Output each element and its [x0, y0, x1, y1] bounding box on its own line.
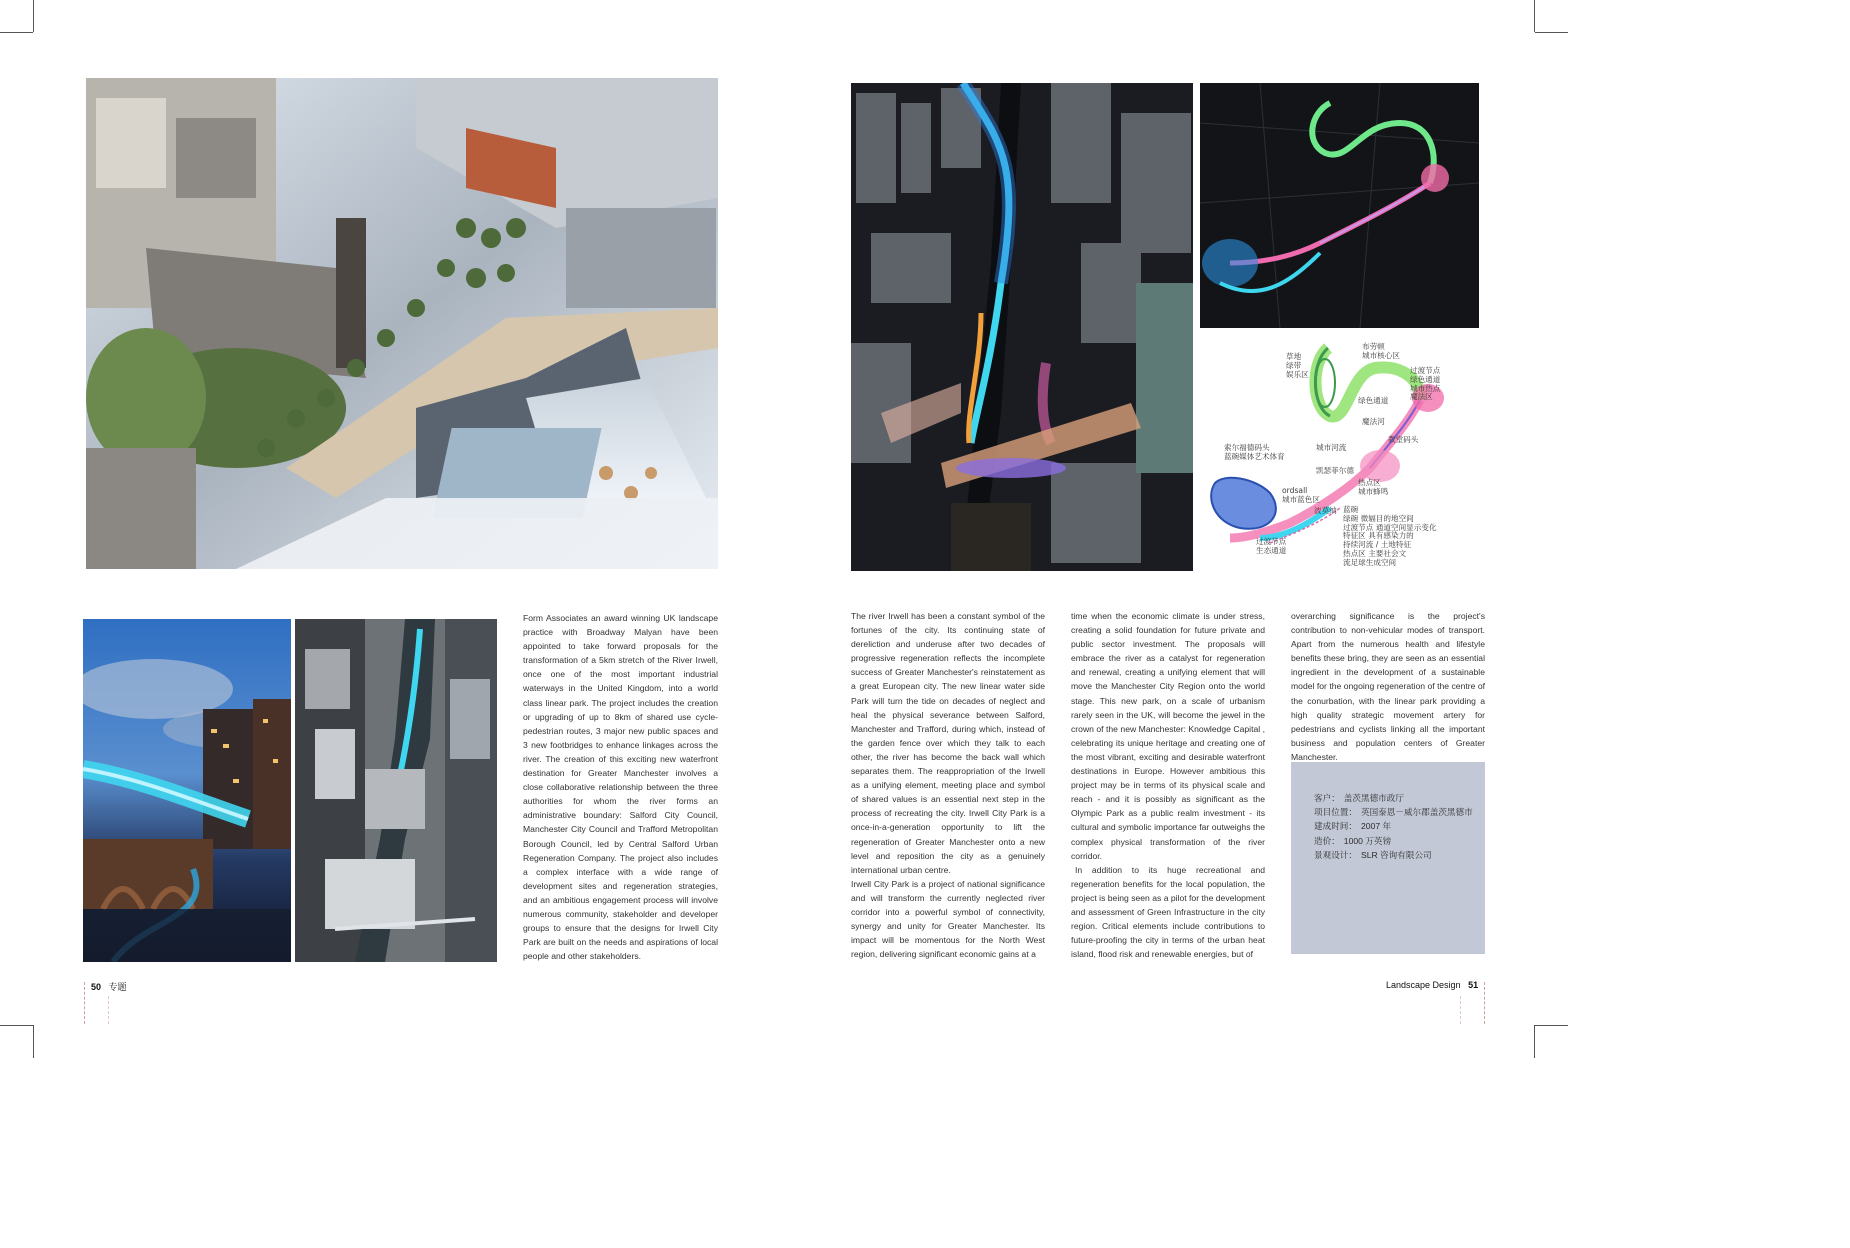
folio-rule — [1460, 996, 1461, 1024]
folio-rule — [108, 996, 109, 1024]
info-row — [1314, 834, 1473, 848]
diagram-label: 布劳顿 城市核心区 — [1362, 342, 1400, 360]
aerial-river-photo — [295, 619, 497, 962]
info-row — [1314, 791, 1473, 805]
diagram-label: 索尔福德码头 蓝碗媒体艺术体育 — [1224, 443, 1285, 461]
body-paragraph: overarching significance is the project's contribution to non-vehicular modes of transport. Apart from the numerous health and lifestyle benefits these bring, they are seen as an essential ingredient in the development of a sustainable model for the ongoing regeneration of the centre of the conurbation, with the linear park providing a high quality strategic movement artery for pedestrians and cyclists linking all the important business and population centers of Greater Manchester. — [1291, 611, 1485, 762]
left-folio — [91, 980, 127, 993]
project-info-list — [1314, 791, 1473, 862]
info-value: 2007 年 — [1360, 821, 1392, 832]
diagram-label: 蓝碗 绿碗 微辐目的地空间 过渡节点 通道空间显示变化 特征区 具有感染力的 持续河流 / 土地特征 热点区 主要社会文 流足球生成空间 — [1343, 505, 1437, 567]
folio-rule — [1484, 982, 1485, 1024]
night-aerial-river-photo — [851, 83, 1193, 571]
info-value: SLR 咨询有限公司 — [1360, 849, 1432, 860]
crop-mark — [1534, 0, 1535, 32]
page-number-left: 50 — [91, 982, 102, 992]
body-text-column-2 — [1071, 609, 1265, 961]
diagram-label: 过渡节点 生态通道 — [1256, 537, 1287, 555]
diagram-label: 波莫纳 — [1314, 506, 1337, 515]
intro-text-column — [523, 611, 718, 963]
body-text-column-1 — [851, 609, 1045, 961]
crop-mark — [33, 0, 34, 32]
page-number-right: 51 — [1468, 980, 1479, 990]
night-glow-route-map — [1200, 83, 1479, 328]
info-row — [1314, 848, 1473, 862]
diagram-label: 过渡节点 绿色通道 城市热点 魔法区 — [1410, 366, 1441, 402]
info-label: 景观设计： — [1314, 849, 1357, 860]
body-paragraph: time when the economic climate is under stress, creating a solid foundation for future private and public sector investment. The proposals will embrace the river as a catalyst for regeneration and renewal, creating a unifying element that will move the Manchester City Region onto the world stage. This new park, on a scale of urbanism rarely seen in the UK, will become the jewel in the crown of the new Manchester: Knowledge Capital , celebrating its unique heritage and creating one of the most vibrant, exciting and desirable waterfront destinations in Europe. However ambitious this project may be in terms of its physical scale and reach - and it is possibly as significant as the Olympic Park as a public realm investment - its cultural and symbolic importance far outweighs the complex physical transformation of the river corridor. — [1071, 611, 1265, 861]
diagram-label: 城市河流 — [1316, 443, 1347, 452]
diagram-label: 魔法河 — [1362, 417, 1385, 426]
section-label-left: 专题 — [108, 982, 127, 992]
dusk-bridge-photo — [83, 619, 291, 962]
info-label: 建成时间： — [1314, 821, 1357, 832]
diagram-label: 绿色通道 — [1358, 396, 1389, 405]
info-label: 客户： — [1314, 793, 1340, 803]
info-label: 项目位置： — [1314, 807, 1357, 818]
crop-mark — [1534, 1025, 1535, 1058]
body-paragraph: Irwell City Park is a project of national significance and will transform the currently neglected river corridor into a powerful symbol of connectivity, synergy and unity for Greater Manchester. Its impact will be momentous for the North West region, delivering significant economic gains at a — [851, 878, 1045, 960]
crop-mark — [1535, 32, 1568, 33]
info-row — [1314, 819, 1473, 833]
crop-mark — [0, 32, 33, 33]
diagram-label: 教堂码头 — [1388, 435, 1419, 444]
aerial-plaza-rendering — [86, 78, 718, 569]
zoning-diagram — [1200, 338, 1479, 570]
info-value: 盖茨黑德市政厅 — [1343, 793, 1404, 803]
diagram-label: 草地 绿带 娱乐区 — [1286, 352, 1309, 379]
crop-mark — [33, 1025, 34, 1058]
body-paragraph: In addition to its huge recreational and regeneration benefits for the local population, the project is being seen as a pilot for the development and assessment of Green Infrastructure in the city region. Critical elements include contributions to future-proofing the city in terms of the urban heat island, flood risk and renewable energies, but of — [1071, 864, 1265, 960]
crop-mark — [0, 1025, 33, 1026]
info-label: 造价： — [1314, 835, 1340, 846]
body-text-column-3 — [1291, 609, 1485, 764]
section-label-right: Landscape Design — [1386, 980, 1461, 990]
intro-paragraph: Form Associates an award winning UK landscape practice with Broadway Malyan have been appointed to take forward proposals for the transformation of a 5km stretch of the River Irwell, once one of the most important industrial waterways in the United Kingdom, into a world class linear park. The project includes the creation or upgrading of up to 8km of shared use cycle-pedestrian routes, 3 major new public spaces and 3 new footbridges to enhance linkages across the river. The creation of this exciting new waterfront destination for Greater Manchester involves a close collaborative relationship between the three authorities for whom the river forms an administrative boundary: Salford City Council, Manchester City Council and Trafford Metropolitan Borough Council, led by Central Salford Urban Regeneration Company. The project also includes a complex interface with a wide range of development sites and regeneration strategies, and an ambitious engagement process will involve numerous community, stakeholder and developer groups to ensure that the designs for Irwell City Park are built on the needs and aspirations of local people and other stakeholders. — [523, 613, 718, 962]
diagram-label: ordsall 城市蓝色区 — [1282, 486, 1320, 504]
info-value: 英国泰恩－威尔郡盖茨黑德市 — [1360, 807, 1473, 818]
info-value: 1000 万英镑 — [1343, 835, 1392, 846]
right-folio — [1386, 980, 1478, 990]
diagram-label: 凯瑟菲尔德 — [1316, 466, 1354, 475]
body-paragraph: The river Irwell has been a constant symbol of the fortunes of the city. Its continuing state of dereliction and underuse after two decades of progressive regeneration reflects the incomplete success of Greater Manchester's reinstatement as a great European city. The new linear water side Park will turn the tide on decades of neglect and heal the physical severance between Salford, Manchester and Trafford, during which, instead of the garden fence over which they talk to each other, the river has become the back wall which separates them. The reappropriation of the Irwell as a unifying element, meeting place and symbol of shared values is an essential next step in the process of recreating the city. Irwell City Park is a once-in-a-generation opportunity to lift the regeneration of Greater Manchester onto a new level and reposition the city as a genuinely international urban centre. — [851, 611, 1045, 875]
crop-mark — [1535, 1025, 1568, 1026]
diagram-label: 热点区 城市蜂鸣 — [1358, 478, 1389, 496]
info-row — [1314, 805, 1473, 819]
project-info-box — [1291, 762, 1485, 954]
folio-rule — [84, 982, 85, 1024]
